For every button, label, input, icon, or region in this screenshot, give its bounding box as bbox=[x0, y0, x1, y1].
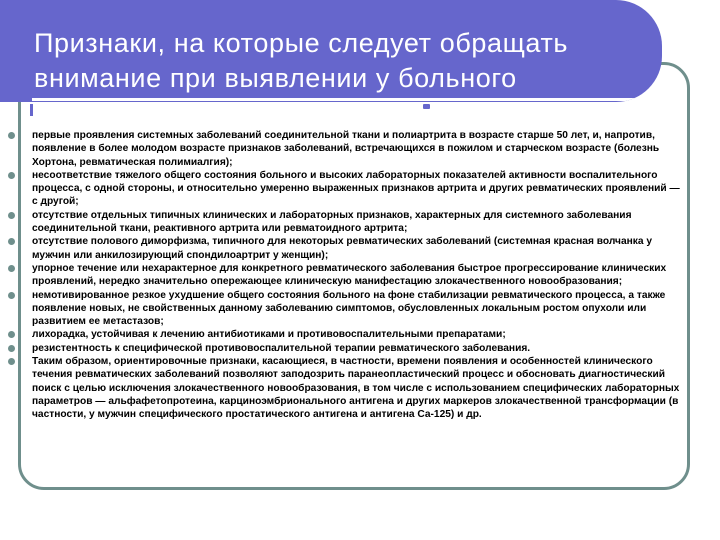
bullet-icon bbox=[8, 212, 15, 219]
bullet-icon bbox=[8, 331, 15, 338]
title-underline bbox=[32, 98, 636, 101]
list-item-text: упорное течение или нехарактерное для конкретного ревматического заболевания быстрое прогрессирование клинических проявлений, нередко значительно опережающее клиническую манифестацию злокачественного новообразования; bbox=[32, 262, 667, 288]
list-item-text: лихорадка, устойчивая к лечению антибиотиками и противовоспалительными препаратами; bbox=[32, 329, 506, 341]
list-item bbox=[8, 209, 688, 236]
bullet-icon bbox=[8, 345, 15, 352]
slide-title: Признаки, на которые следует обращать внимание при выявлении у больного bbox=[34, 28, 569, 93]
list-item-text: отсутствие отдельных типичных клинических и лабораторных признаков, характерных для системного заболевания соединительной ткани, реактивного артрита или ревматоидного артрита; bbox=[32, 209, 632, 235]
list-item bbox=[8, 355, 688, 421]
bullet-icon bbox=[8, 172, 15, 179]
list-item bbox=[8, 169, 688, 209]
bullet-icon bbox=[8, 292, 15, 299]
bullet-list bbox=[8, 129, 688, 422]
list-item-text: немотивированное резкое ухудшение общего состояния больного на фоне стабилизации ревматического процесса, а также появление новых, не свойственных данному заболеванию симптомов, обусловленных локальным ростом опухоли или развитием ее метастазов; bbox=[32, 289, 666, 328]
list-item-text: Таким образом, ориентировочные признаки, касающиеся, в частности, времени появления и особенностей клинического течения ревматических заболеваний позволяют заподозрить паранеопластический процесс и обосновать диагностический поиск с целью исключения злокачественного новообразования, в том числе с использованием специфических лабораторных параметров — альфафетопротеина, карциноэмбрионального антигена и других маркеров злокачественной трансформации (в частности, у мужчин специфического простатического антигена и антигена Са-125) и др. bbox=[32, 356, 680, 421]
list-item bbox=[8, 328, 688, 341]
list-item-text: резистентность к специфической противовоспалительной терапии ревматического заболевания. bbox=[32, 342, 531, 354]
bullet-icon bbox=[8, 358, 15, 365]
title-overflow-stroke bbox=[423, 104, 430, 109]
list-item-text: несоответствие тяжелого общего состояния больного и высоких лабораторных показателей активности воспалительного процесса, с одной стороны, и относительно умеренно выраженных признаков артрита и других ревматических проявлений — с другой; bbox=[32, 169, 680, 208]
list-item bbox=[8, 129, 688, 169]
bullet-icon bbox=[8, 132, 15, 139]
bullet-icon bbox=[8, 238, 15, 245]
list-item-text: первые проявления системных заболеваний соединительной ткани и полиартрита в возрасте старше 50 лет, и, напротив, появление в более молодом возрасте признаков заболеваний, встречающихся в пожилом и старческом возрасте (болезнь Хортона, ревматическая полимиалгия); bbox=[32, 130, 660, 168]
title-overflow-line bbox=[30, 104, 430, 116]
list-item bbox=[8, 235, 688, 262]
bullet-icon bbox=[8, 265, 15, 272]
title-bar bbox=[0, 0, 662, 102]
list-item-text: отсутствие полового диморфизма, типичного для некоторых ревматических заболеваний (системная красная волчанка у мужчин или анкилозирующий спондилоартрит у женщин); bbox=[32, 236, 653, 261]
list-item bbox=[8, 289, 688, 329]
title-overflow-stroke bbox=[30, 104, 33, 116]
list-item bbox=[8, 342, 688, 355]
list-item bbox=[8, 262, 688, 289]
